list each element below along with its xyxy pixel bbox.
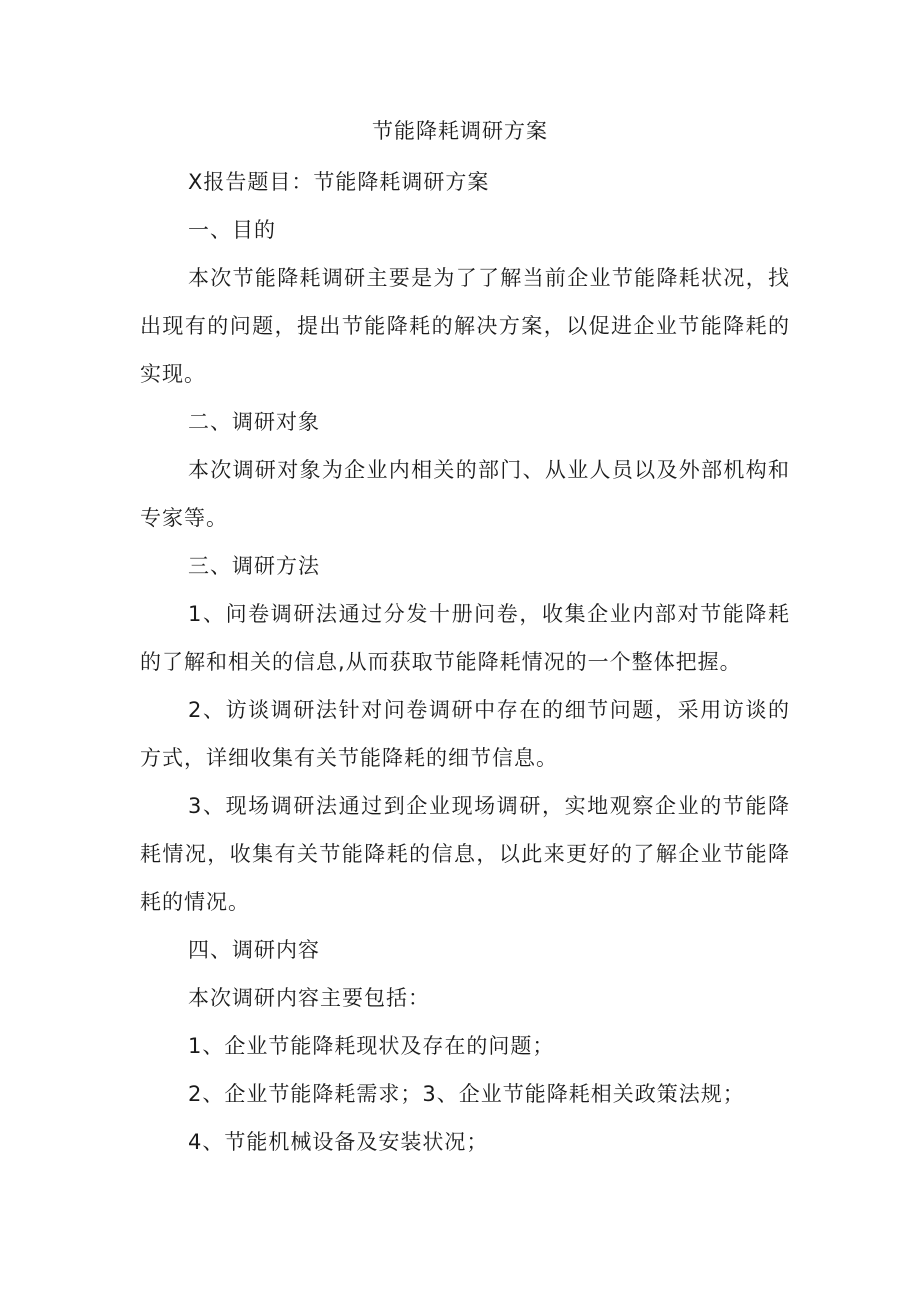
paragraph-method-interview: 2、访谈调研法针对问卷调研中存在的细节问题，采用访谈的方式，详细收集有关节能降耗的细节信息。 <box>140 698 790 770</box>
list-item-2-3: 2、企业节能降耗需求；3、企业节能降耗相关政策法规； <box>188 1082 745 1106</box>
list-item-4: 4、节能机械设备及安装状况； <box>188 1130 489 1154</box>
paragraph-method-questionnaire: 1、问卷调研法通过分发十册问卷，收集企业内部对节能降耗的了解和相关的信息,从而获取节能降耗情况的一个整体把握。 <box>140 602 790 674</box>
document-title: 节能降耗调研方案 <box>372 119 548 143</box>
paragraph-purpose: 本次节能降耗调研主要是为了了解当前企业节能降耗状况，找出现有的问题，提出节能降耗的解决方案，以促进企业节能降耗的实现。 <box>140 266 790 386</box>
paragraph-content-intro: 本次调研内容主要包括： <box>188 986 430 1010</box>
section-heading-methods: 三、调研方法 <box>188 554 320 578</box>
section-heading-purpose: 一、目的 <box>188 218 276 242</box>
report-topic-line: X报告题目：节能降耗调研方案 <box>188 170 490 194</box>
section-heading-subjects: 二、调研对象 <box>188 410 320 434</box>
document-body <box>140 158 790 1166</box>
section-heading-content: 四、调研内容 <box>188 938 320 962</box>
paragraph-subjects: 本次调研对象为企业内相关的部门、从业人员以及外部机构和专家等。 <box>140 458 790 530</box>
list-item-1: 1、企业节能降耗现状及存在的问题； <box>188 1034 555 1058</box>
paragraph-method-onsite: 3、现场调研法通过到企业现场调研，实地观察企业的节能降耗情况，收集有关节能降耗的信息，以此来更好的了解企业节能降耗的情况。 <box>140 794 790 914</box>
